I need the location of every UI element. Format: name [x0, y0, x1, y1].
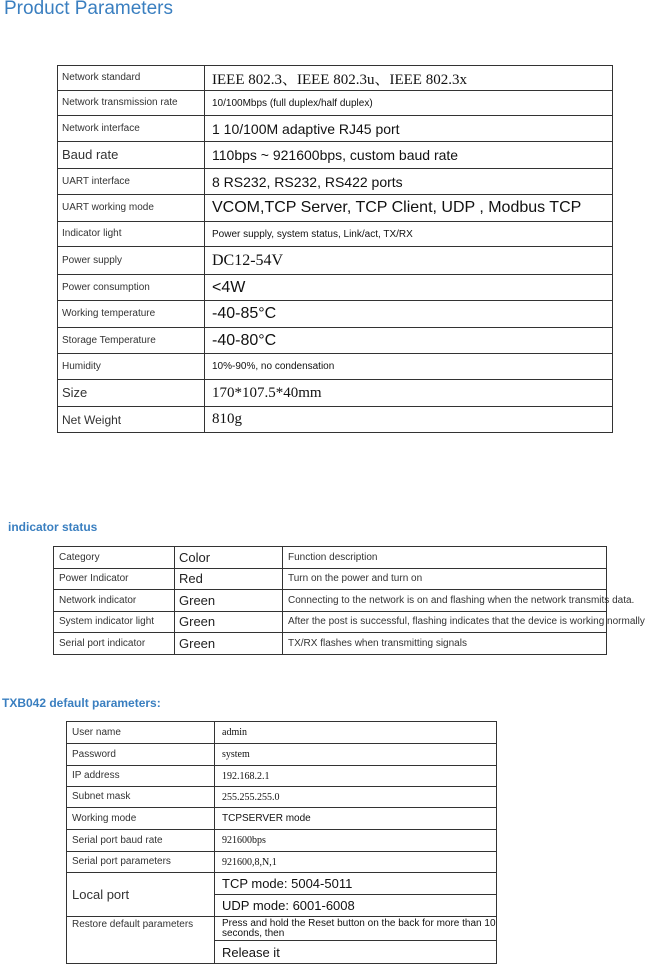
- default-label: Password: [67, 744, 215, 766]
- default-label: Restore default parameters: [67, 917, 215, 964]
- header-category: Category: [54, 547, 175, 569]
- table-row: [58, 380, 613, 407]
- table-row: [54, 590, 607, 612]
- table-row: [58, 116, 613, 142]
- table-row: [58, 66, 613, 91]
- indicator-color: Green: [175, 611, 283, 633]
- param-label: Size: [58, 380, 205, 407]
- indicator-function: Turn on the power and turn on: [283, 568, 607, 590]
- indicator-color: Red: [175, 568, 283, 590]
- param-value: VCOM,TCP Server, TCP Client, UDP , Modbus TCP: [205, 195, 613, 222]
- param-label: Storage Temperature: [58, 328, 205, 354]
- param-value: 1 10/100M adaptive RJ45 port: [205, 116, 613, 142]
- param-value: -40-80°C: [205, 328, 613, 354]
- table-row: [58, 301, 613, 328]
- table-row: [67, 830, 497, 852]
- default-value: 192.168.2.1: [215, 766, 497, 787]
- param-value: 170*107.5*40mm: [205, 380, 613, 407]
- indicator-function: TX/RX flashes when transmitting signals: [283, 633, 607, 655]
- default-value: TCP mode: 5004-5011: [215, 873, 497, 895]
- table-row: [58, 407, 613, 433]
- param-value: 10/100Mbps (full duplex/half duplex): [205, 91, 613, 116]
- param-value: 110bps ~ 921600bps, custom baud rate: [205, 142, 613, 169]
- indicator-category: Network indicator: [54, 590, 175, 612]
- product-parameters-heading: Product Parameters: [4, 0, 173, 19]
- default-value: TCPSERVER mode: [215, 808, 497, 830]
- indicator-color: Green: [175, 590, 283, 612]
- table-row: [67, 917, 497, 941]
- table-row: [58, 91, 613, 116]
- table-row: [67, 873, 497, 895]
- default-value: 255.255.255.0: [215, 787, 497, 808]
- param-label: Working temperature: [58, 301, 205, 328]
- table-row: [58, 142, 613, 169]
- table-row: [67, 766, 497, 787]
- default-value: 921600,8,N,1: [215, 852, 497, 873]
- indicator-color: Green: [175, 633, 283, 655]
- default-label: Subnet mask: [67, 787, 215, 808]
- param-value: IEEE 802.3、IEEE 802.3u、IEEE 802.3x: [205, 66, 613, 91]
- table-row: [58, 247, 613, 275]
- default-value: system: [215, 744, 497, 766]
- table-row: [58, 169, 613, 195]
- default-value: admin: [215, 722, 497, 744]
- default-parameters-heading: TXB042 default parameters:: [2, 696, 161, 710]
- table-row: [67, 852, 497, 873]
- indicator-function: Connecting to the network is on and flashing when the network transmits data.: [283, 590, 607, 612]
- table-row: [54, 611, 607, 633]
- header-function: Function description: [283, 547, 607, 569]
- param-value: <4W: [205, 275, 613, 301]
- table-row: [54, 568, 607, 590]
- default-value: Release it: [215, 941, 497, 964]
- param-label: Power consumption: [58, 275, 205, 301]
- table-row: [58, 222, 613, 247]
- param-value: DC12-54V: [205, 247, 613, 275]
- default-label: User name: [67, 722, 215, 744]
- indicator-function: After the post is successful, flashing indicates that the device is working normally: [283, 611, 607, 633]
- table-row: [67, 808, 497, 830]
- product-parameters-table: [57, 65, 613, 433]
- indicator-category: System indicator light: [54, 611, 175, 633]
- default-label: Local port: [67, 873, 215, 917]
- param-label: UART working mode: [58, 195, 205, 222]
- param-label: Network interface: [58, 116, 205, 142]
- default-label: Serial port baud rate: [67, 830, 215, 852]
- table-row: [58, 354, 613, 380]
- table-row: [58, 275, 613, 301]
- table-row: [58, 328, 613, 354]
- param-value: -40-85°C: [205, 301, 613, 328]
- param-label: Humidity: [58, 354, 205, 380]
- param-value: 10%-90%, no condensation: [205, 354, 613, 380]
- param-value: Power supply, system status, Link/act, TX/RX: [205, 222, 613, 247]
- indicator-status-table: [53, 546, 645, 655]
- table-row: [67, 787, 497, 808]
- default-value: Press and hold the Reset button on the back for more than 10 seconds, then: [215, 917, 497, 941]
- param-value: 810g: [205, 407, 613, 433]
- default-value: UDP mode: 6001-6008: [215, 895, 497, 917]
- table-row: [67, 722, 497, 744]
- param-label: Power supply: [58, 247, 205, 275]
- default-parameters-table: [66, 721, 497, 964]
- table-row: [67, 744, 497, 766]
- table-row: [54, 633, 607, 655]
- default-label: Working mode: [67, 808, 215, 830]
- table-row: [58, 195, 613, 222]
- default-label: IP address: [67, 766, 215, 787]
- param-label: UART interface: [58, 169, 205, 195]
- default-label: Serial port parameters: [67, 852, 215, 873]
- indicator-category: Power Indicator: [54, 568, 175, 590]
- param-label: Network transmission rate: [58, 91, 205, 116]
- default-value: 921600bps: [215, 830, 497, 852]
- param-label: Baud rate: [58, 142, 205, 169]
- header-color: Color: [175, 547, 283, 569]
- table-header-row: [54, 547, 607, 569]
- indicator-status-heading: indicator status: [8, 520, 98, 534]
- param-label: Indicator light: [58, 222, 205, 247]
- param-label: Net Weight: [58, 407, 205, 433]
- param-value: 8 RS232, RS232, RS422 ports: [205, 169, 613, 195]
- param-label: Network standard: [58, 66, 205, 91]
- indicator-category: Serial port indicator: [54, 633, 175, 655]
